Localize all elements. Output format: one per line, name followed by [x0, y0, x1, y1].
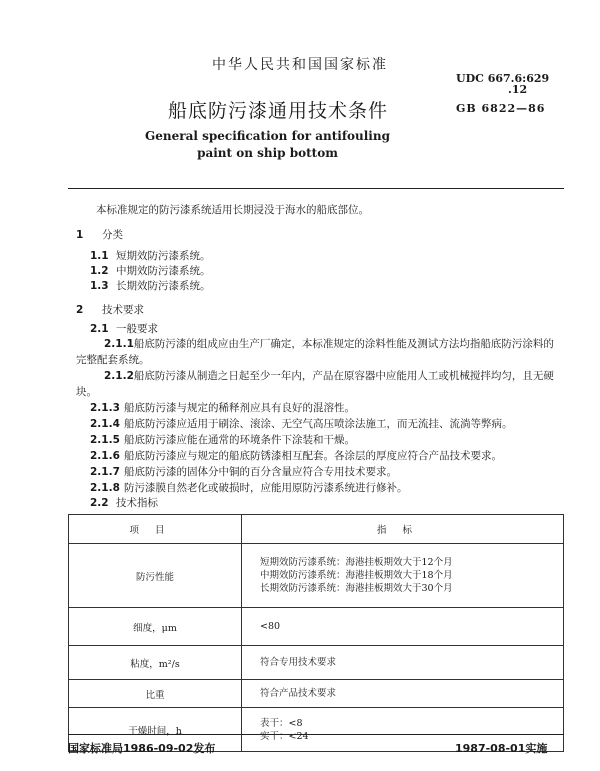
column-header-index: 指标	[242, 515, 564, 544]
row-value-line: 符合产品技术要求	[260, 688, 337, 699]
table-header-row	[69, 515, 564, 544]
clause-text: 船底防污漆从制造之日起至少一年内，产品在原容器中应能用人工或机械搅拌均匀，且无硬块。	[76, 370, 554, 398]
clause-number: 1.3	[90, 280, 109, 292]
clause-text: 短期效防污漆系统。	[116, 250, 211, 262]
clause-1-3	[90, 279, 211, 293]
document-title-en	[0, 128, 535, 162]
clause-text: 长期效防污漆系统。	[116, 280, 211, 292]
row-item: 干燥时间，h	[69, 708, 242, 752]
table-row	[69, 608, 564, 646]
clause-number: 2.1.1	[104, 338, 134, 350]
clause-text: 一般要求	[116, 323, 158, 335]
table-row	[69, 646, 564, 680]
clause-text: 船底防污漆应能在通常的环境条件下涂装和干燥。	[124, 434, 355, 446]
row-value-line: 长期效防污漆系统：海港挂板期效大于30个月	[260, 583, 453, 594]
document-title-zh: 船底防污漆通用技术条件	[168, 100, 389, 122]
clause-number: 1.1	[90, 250, 109, 262]
clause-2-1-4	[90, 417, 513, 431]
row-values	[242, 646, 564, 680]
standard-organization: 中华人民共和国国家标准	[212, 57, 388, 73]
udc-line-1: UDC 667.6:629	[456, 72, 550, 85]
row-value-line: <80	[260, 621, 281, 632]
clause-number: 2.1.3	[90, 402, 120, 414]
row-values	[242, 680, 564, 708]
effective-date: 1987-08-01实施	[455, 742, 548, 755]
clause-text: 中期效防污漆系统。	[116, 265, 211, 277]
row-value-line: 实干：<24	[260, 730, 309, 742]
udc-number	[456, 73, 549, 95]
section-1-number: 1	[76, 229, 84, 241]
section-1-title: 分类	[102, 229, 123, 241]
column-header-item: 项目	[69, 515, 242, 544]
row-values	[242, 608, 564, 646]
table-row	[69, 680, 564, 708]
clause-number: 2.1.4	[90, 418, 120, 430]
clause-text: 船底防污漆应与规定的船底防锈漆相互配套。各涂层的厚度应符合产品技术要求。	[124, 450, 502, 462]
title-en-line-2: paint on ship bottom	[197, 146, 338, 160]
clause-2-1	[90, 322, 158, 336]
footer-rule	[68, 734, 564, 735]
clause-2-1-1	[76, 336, 556, 368]
clause-2-1-8	[90, 481, 408, 495]
issue-date: 国家标准局1986-09-02发布	[68, 742, 216, 755]
clause-2-1-5	[90, 433, 355, 447]
title-en-line-1: General specification for antifouling	[145, 129, 390, 143]
clause-text: 船底防污漆的固体分中铜的百分含量应符合专用技术要求。	[124, 466, 397, 478]
clause-number: 2.1.8	[90, 482, 120, 494]
clause-number: 2.1.7	[90, 466, 120, 478]
clause-1-1	[90, 249, 211, 263]
gb-number: GB 6822—86	[456, 102, 546, 115]
row-value-line: 表干：<8	[260, 717, 303, 729]
row-value-line: 中期效防污漆系统：海港挂板期效大于18个月	[260, 570, 453, 581]
header-rule	[68, 188, 564, 189]
clause-2-1-7	[90, 465, 397, 479]
section-2-number: 2	[76, 304, 84, 316]
clause-number: 2.1.5	[90, 434, 120, 446]
clause-number: 2.1.2	[104, 370, 134, 382]
clause-2-1-6	[90, 449, 502, 463]
clause-text: 船底防污漆与规定的稀释剂应具有良好的混溶性。	[124, 402, 355, 414]
row-item: 细度，μm	[69, 608, 242, 646]
clause-number: 2.1	[90, 323, 109, 335]
clause-2-2	[90, 496, 158, 510]
clause-number: 1.2	[90, 265, 109, 277]
row-item: 比重	[69, 680, 242, 708]
clause-number: 2.2	[90, 497, 109, 509]
clause-number: 2.1.6	[90, 450, 120, 462]
clause-2-1-2	[76, 368, 556, 400]
clause-text: 船底防污漆的组成应由生产厂确定，本标准规定的涂料性能及测试方法均指船底防污涂料的完整配套系统。	[76, 338, 554, 366]
table-row	[69, 544, 564, 608]
technical-index-table	[68, 514, 564, 752]
row-item: 防污性能	[69, 544, 242, 608]
section-2-title: 技术要求	[102, 304, 144, 316]
section-1-heading	[76, 228, 123, 242]
udc-line-2: .12	[508, 83, 528, 96]
clause-2-1-3	[90, 401, 355, 415]
row-values	[242, 544, 564, 608]
clause-text: 技术指标	[116, 497, 158, 509]
row-value-line: 符合专用技术要求	[260, 657, 337, 668]
clause-text: 船底防污漆应适用于刷涂、滚涂、无空气高压喷涂法施工，而无流挂、流淌等弊病。	[124, 418, 513, 430]
row-value-line: 短期效防污漆系统：海港挂板期效大于12个月	[260, 557, 453, 568]
clause-1-2	[90, 264, 211, 278]
row-item: 粘度，m²/s	[69, 646, 242, 680]
section-2-heading	[76, 303, 144, 317]
clause-text: 防污漆膜自然老化或破损时，应能用原防污漆系统进行修补。	[124, 482, 408, 494]
intro-paragraph: 本标准规定的防污漆系统适用长期浸没于海水的船底部位。	[96, 204, 369, 216]
